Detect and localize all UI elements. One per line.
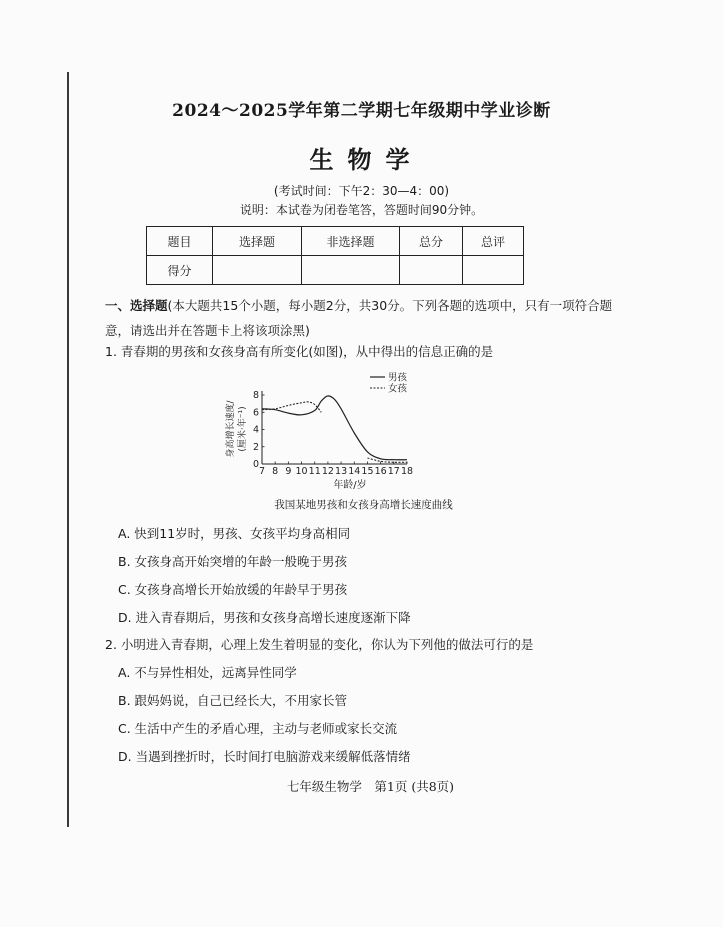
x-tick-label: 17 (387, 466, 400, 477)
x-tick-label: 8 (272, 466, 279, 477)
chart-y-axis-label-2: (厘米·年⁻¹) (238, 406, 248, 452)
exam-title: 2024～2025学年第二学期七年级期中学业诊断 (172, 101, 551, 121)
score-table-header-row (147, 227, 524, 256)
y-tick-label: 4 (252, 424, 259, 436)
growth-chart (225, 365, 425, 493)
score-cell-total[interactable] (400, 256, 463, 285)
section-description-2: 意，请选出并在答题卡上将该项涂黑) (105, 323, 310, 338)
x-tick-label: 18 (400, 466, 414, 477)
x-tick-label: 9 (285, 466, 292, 477)
score-table (146, 226, 524, 285)
section-title: 一、选择题 (105, 298, 168, 313)
q2-option-a: A. 不与异性相处，远离异性同学 (118, 665, 297, 680)
q2-option-c: C. 生活中产生的矛盾心理，主动与老师或家长交流 (118, 721, 398, 736)
chart-legend (370, 372, 408, 395)
score-cell-nonchoice[interactable] (302, 256, 400, 285)
question-2-stem: 2. 小明进入青春期，心理上发生着明显的变化，你认为下列他的做法可行的是 (105, 637, 534, 652)
q2-option-d: D. 当遇到挫折时，长时间打电脑游戏来缓解低落情绪 (118, 749, 411, 764)
y-tick-label: 8 (252, 390, 259, 402)
chart-caption: 我国某地男孩和女孩身高增长速度曲线 (274, 499, 453, 511)
y-tick-label: 6 (252, 407, 259, 419)
score-header-cell: 总分 (400, 227, 463, 256)
section-heading (105, 293, 625, 343)
q1-option-d: D. 进入青春期后，男孩和女孩身高增长速度逐渐下降 (118, 610, 411, 625)
x-tick-label: 13 (335, 466, 348, 477)
subject-title: 生物学 (309, 146, 424, 174)
y-tick-label: 2 (252, 441, 259, 453)
question-1-stem: 1. 青春期的男孩和女孩身高有所变化(如图)，从中得出的信息正确的是 (105, 344, 494, 359)
y-tick-label: 0 (252, 459, 259, 471)
score-table-score-row (147, 256, 524, 285)
legend-girl-label: 女孩 (388, 383, 408, 395)
boy-growth-line (262, 396, 407, 460)
x-tick-label: 14 (348, 466, 361, 477)
x-tick-label: 12 (321, 466, 334, 477)
exam-time: (考试时间：下午2：30—4：00) (273, 184, 450, 198)
section-description-1: (本大题共15个小题，每小题2分，共30分。下列各题的选项中，只有一项符合题 (167, 298, 613, 313)
page-footer: 七年级生物学 第1页 (共8页) (286, 779, 455, 794)
x-tick-label: 11 (308, 466, 321, 477)
q2-option-b: B. 跟妈妈说，自己已经长大，不用家长管 (118, 693, 348, 708)
q1-option-b: B. 女孩身高开始突增的年龄一般晚于男孩 (118, 554, 348, 569)
score-cell-evaluation[interactable] (463, 256, 524, 285)
q1-option-c: C. 女孩身高增长开始放缓的年龄早于男孩 (118, 582, 348, 597)
x-tick-label: 10 (295, 466, 308, 477)
score-cell-choice[interactable] (213, 256, 302, 285)
score-header-cell: 选择题 (213, 227, 302, 256)
exam-note: 说明：本试卷为闭卷笔答，答题时间90分钟。 (239, 203, 484, 217)
score-row-label: 得分 (147, 256, 213, 285)
legend-boy-label: 男孩 (388, 372, 408, 384)
x-tick-label: 16 (374, 466, 387, 477)
x-tick-label: 15 (361, 466, 374, 477)
x-tick-label: 7 (258, 466, 266, 477)
girl-growth-line (262, 402, 321, 412)
chart-x-axis-label: 年龄/岁 (333, 480, 367, 491)
chart-y-axis-label-1: 身高增长速度/ (226, 400, 236, 458)
q1-option-a: A. 快到11岁时，男孩、女孩平均身高相同 (118, 526, 351, 541)
score-header-cell: 非选择题 (302, 227, 400, 256)
score-header-cell: 题目 (147, 227, 213, 256)
score-header-cell: 总评 (463, 227, 524, 256)
